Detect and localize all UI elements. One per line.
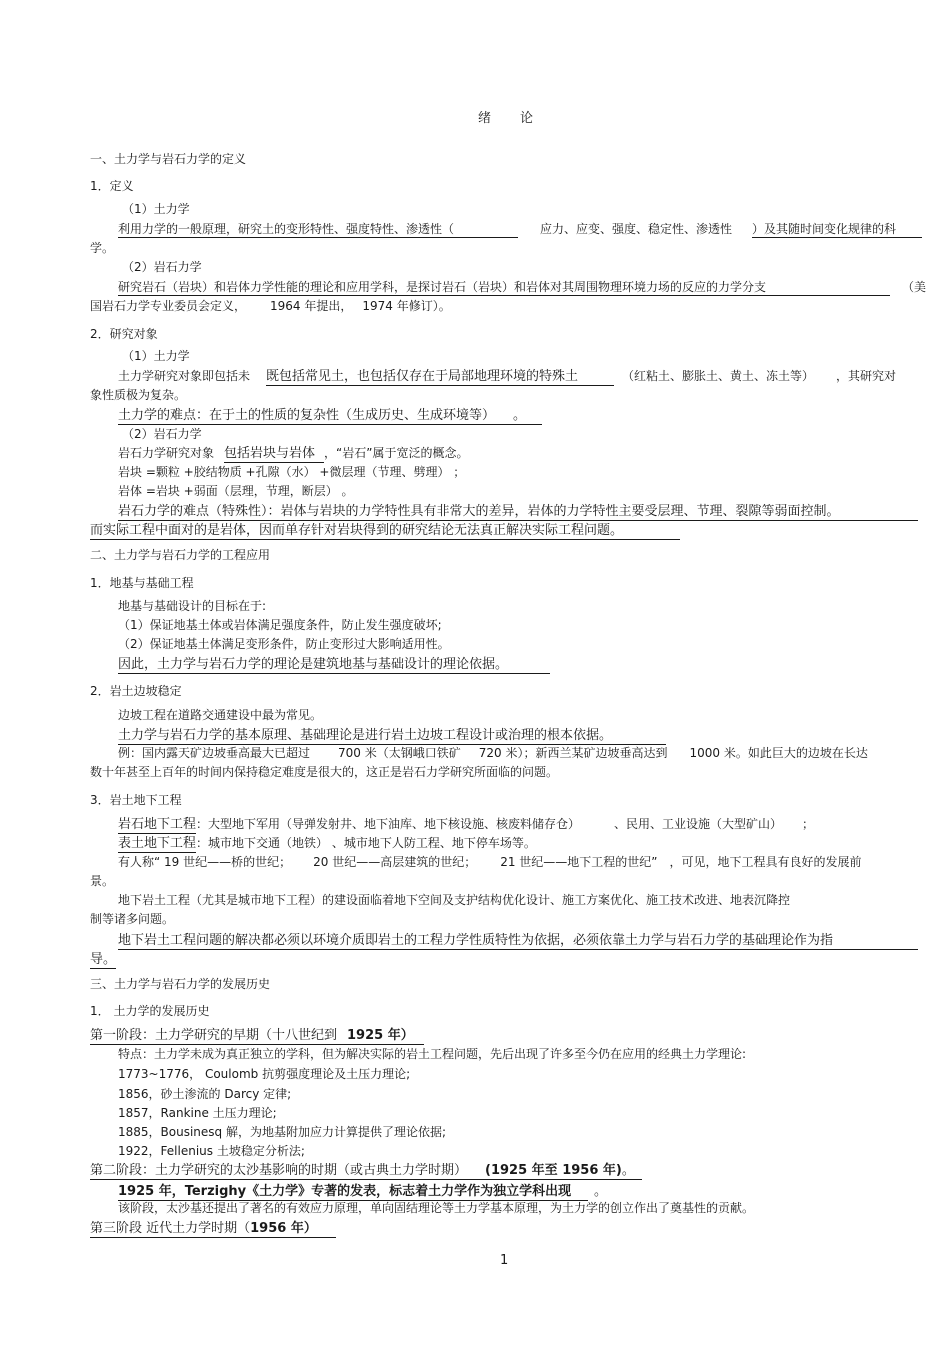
subheading-underground: 3．岩土地下工程: [90, 793, 182, 807]
soil-difficulty-period: 。: [513, 408, 527, 423]
stage-2-heading-text: [90, 1164, 642, 1180]
soil-underground-term: 表土地下工程: [118, 836, 197, 851]
soil-definition-end: ）及其随时间变化规律的科: [752, 222, 922, 238]
underground-challenges-line-1: 地下岩土工程（尤其是城市地下工程）的建设面临着地下空间及支护结构优化设计、施工方案优化、施工技术改进、地表沉降控: [118, 893, 791, 907]
century-quote-line-1: [118, 855, 862, 870]
rock-object-tail: ，“岩石”属于宽泛的概念。: [324, 446, 469, 460]
stage-2-heading: [90, 1162, 642, 1180]
doc-title-char-1: 绪: [478, 111, 492, 126]
item-rock-mechanics: （2）岩石力学: [122, 260, 202, 274]
stage-2-period: 。: [621, 1163, 635, 1178]
rock-underground-military: ：大型地下军用（导弹发射井、地下油库、地下核设施、核废料储存仓）: [196, 817, 581, 831]
rock-definition-year-proposed: 1964 年提出，: [270, 299, 353, 313]
stage-1-darcy: 1856，砂土渗流的 Darcy 定律;: [118, 1087, 292, 1101]
century-conclusion: ，可见，地下工程具有良好的发展前: [669, 855, 862, 869]
doc-title-char-2: 论: [520, 111, 534, 126]
subheading-soil-history: 1． 土力学的发展历史: [90, 1004, 210, 1018]
underground-basis-end: 导。: [90, 952, 117, 967]
stage-3-label: 第三阶段 近代土力学时期（: [90, 1221, 251, 1236]
stage-1-year: 1925 年）: [347, 1028, 414, 1043]
subheading-foundation: 1．地基与基础工程: [90, 576, 194, 590]
century-quote-line-2: 景。: [90, 874, 115, 888]
subheading-definition: 1．定义: [90, 179, 134, 193]
stage-1-bousinesq: 1885，Bousinesq 解，为地基附加应力计算提供了理论依据;: [118, 1125, 447, 1139]
section-heading-3: 三、土力学与岩石力学的发展历史: [90, 977, 271, 991]
slope-example-line-2: 数十年甚至上百年的时间内保持稳定难度是很大的，这正是岩石力学研究所面临的问题。: [90, 765, 559, 779]
item-rock-object: （2）岩石力学: [122, 427, 202, 441]
rock-difficulty-line-1: [118, 503, 918, 521]
stage-2-label: 第二阶段：土力学研究的太沙基影响的时期（或古典土力学时期）: [90, 1163, 468, 1178]
rock-object-scope: 包括岩块与岩体: [224, 447, 324, 463]
foundation-goal-1: （1）保证地基土体或岩体满足强度条件，防止发生强度破坏;: [118, 618, 442, 632]
slope-intro: 边坡工程在道路交通建设中最为常见。: [118, 708, 323, 722]
rock-underground-term: 岩石地下工程: [118, 817, 197, 832]
soil-difficulty-text: [118, 409, 542, 425]
soil-underground-examples: ：城市地下交通（地铁） 、城市地下人防工程、地下停车场等。: [196, 836, 536, 850]
slope-example-b: 700 米（太钢峨口铁矿: [338, 746, 461, 760]
slope-example-c: 720 米）；新西兰某矿边坡垂高达到: [478, 746, 668, 760]
rock-difficulty-text: 岩石力学的难点（特殊性）：岩体与岩块的力学特性具有非常大的差异，岩体的力学特性主要受层理、节理、裂隙等弱面控制。: [118, 505, 918, 521]
slope-example-d: 1000 米。如此巨大的边坡在长达: [689, 746, 868, 760]
stage-3-heading-text: [90, 1222, 336, 1238]
soil-object-special-soils: （红粘土、膨胀土、黄土、冻土等）: [622, 369, 815, 383]
century-21: 21 世纪——地下工程的世纪”: [500, 855, 658, 869]
stage-1-fellenius: 1922，Fellenius 土坡稳定分析法;: [118, 1144, 305, 1158]
stage-2-terzaghi-text: 1925 年，Terzighy《土力学》专著的发表，标志着土力学作为独立学科出现: [118, 1185, 588, 1201]
stage-2-terzaghi-period: 。: [594, 1184, 608, 1199]
item-soil-mechanics: （1）土力学: [122, 202, 190, 216]
soil-difficulty: [118, 407, 542, 425]
stage-1-coulomb: 1773~1776， Coulomb 抗剪强度理论及土压力理论;: [118, 1067, 411, 1081]
rock-object-line-1: [118, 446, 468, 463]
slope-example-a: 例：国内露天矿边坡垂高最大已超过: [118, 746, 311, 760]
rock-definition-committee: 国岩石力学专业委员会定义，: [90, 299, 247, 313]
stage-1-heading-text: [90, 1029, 424, 1045]
stage-2-contribution: 该阶段，太沙基还提出了著名的有效应力原理，单向固结理论等土力学基本原理，为土力学的创立作出了奠基性的贡献。: [118, 1201, 755, 1215]
slope-principle: [118, 727, 666, 745]
soil-definition-paren: 应力、应变、强度、稳定性、渗透性: [540, 222, 733, 236]
stage-1-label: 第一阶段：土力学研究的早期（十八世纪到: [90, 1028, 338, 1043]
underground-basis-text: 地下岩土工程问题的解决都必须以环境介质即岩土的工程力学性质特性为依据，必须依靠土力学与岩石力学的基础理论作为指: [118, 934, 918, 950]
section-heading-1: 一、土力学与岩石力学的定义: [90, 152, 247, 166]
item-soil-object: （1）土力学: [122, 349, 190, 363]
rock-object-intro: 岩石力学研究对象: [118, 446, 215, 460]
stage-1-features: 特点：土力学未成为真正独立的学科，但为解决实际的岩土工程问题，先后出现了许多至今仍在应用的经典土力学理论:: [118, 1047, 747, 1061]
foundation-conclusion-text: 因此，土力学与岩石力学的理论是建筑地基与基础设计的理论依据。: [118, 658, 550, 674]
rock-block-formula: 岩块 =颗粒 +胶结物质 +孔隙（水） +微层理（节理、劈理） ；: [118, 465, 466, 479]
foundation-goal: 地基与基础设计的目标在于:: [118, 599, 267, 613]
subheading-slope: 2．岩土边坡稳定: [90, 684, 182, 698]
foundation-conclusion: [118, 656, 550, 674]
section-heading-2: 二、土力学与岩石力学的工程应用: [90, 548, 271, 562]
underground-challenges-line-2: 制等诸多问题。: [90, 912, 175, 926]
stage-2-years: (1925 年至 1956 年): [485, 1163, 622, 1178]
soil-definition-line-1: [118, 222, 922, 238]
soil-object-intro: 土力学研究对象即包括未: [118, 369, 251, 383]
stage-1-heading: [90, 1027, 424, 1045]
rock-underground-line: [118, 817, 814, 834]
rock-difficulty-line-2: [90, 522, 680, 540]
stage-3-year: 1956 年）: [250, 1221, 317, 1236]
slope-example-line-1: [118, 746, 868, 761]
rock-definition-line-1: [118, 280, 926, 296]
soil-definition-line-2: 学。: [90, 241, 115, 255]
soil-object-tail: ，其研究对: [836, 369, 897, 383]
stage-1-rankine: 1857，Rankine 土压力理论;: [118, 1106, 277, 1120]
soil-underground-line: [118, 836, 536, 853]
rock-definition-year-revised: 1974 年修订）。: [362, 299, 451, 313]
soil-object-line-1: [118, 369, 896, 386]
rock-definition-text: 研究岩石（岩块）和岩体力学性能的理论和应用学科，是探讨岩石（岩块）和岩体对其周围物理环境力场的反应的力学分支: [118, 280, 890, 296]
soil-difficulty-main: 土力学的难点：在于土的性质的复杂性（生成历史、生成环境等）: [118, 408, 496, 423]
century-20: 20 世纪——高层建筑的世纪；: [313, 855, 477, 869]
century-19: 有人称“ 19 世纪——桥的世纪；: [118, 855, 292, 869]
rock-difficulty-conclusion: 而实际工程中面对的是岩体，因而单存针对岩块得到的研究结论无法真正解决实际工程问题。: [90, 524, 680, 540]
foundation-goal-2: （2）保证地基土体满足变形条件，防止变形过大影响适用性。: [118, 637, 450, 651]
rock-underground-civil: 、民用、工业设施（大型矿山）: [614, 817, 783, 831]
soil-object-scope: 既包括常见土，也包括仅存在于局部地理环境的特殊土: [266, 370, 614, 386]
soil-definition-text: 利用力学的一般原理，研究土的变形特性、强度特性、渗透性（: [118, 222, 518, 238]
subheading-research-object: 2．研究对象: [90, 327, 158, 341]
slope-principle-text: 土力学与岩石力学的基本原理、基础理论是进行岩土边坡工程设计或治理的根本依据。: [118, 729, 666, 745]
underground-basis-line-2: [90, 951, 116, 969]
soil-object-line-2: 象性质极为复杂。: [90, 388, 187, 402]
stage-3-heading: [90, 1220, 336, 1238]
rock-mass-formula: 岩体 =岩块 +弱面（层理，节理，断层） 。: [118, 484, 354, 498]
rock-definition-line-2: [90, 299, 451, 314]
stage-2-terzaghi: [118, 1183, 607, 1201]
rock-underground-semicolon: ；: [802, 817, 815, 831]
rock-definition-source: （美: [902, 280, 927, 294]
page-number: 1: [500, 1253, 509, 1268]
underground-basis-line-1: [118, 932, 918, 950]
